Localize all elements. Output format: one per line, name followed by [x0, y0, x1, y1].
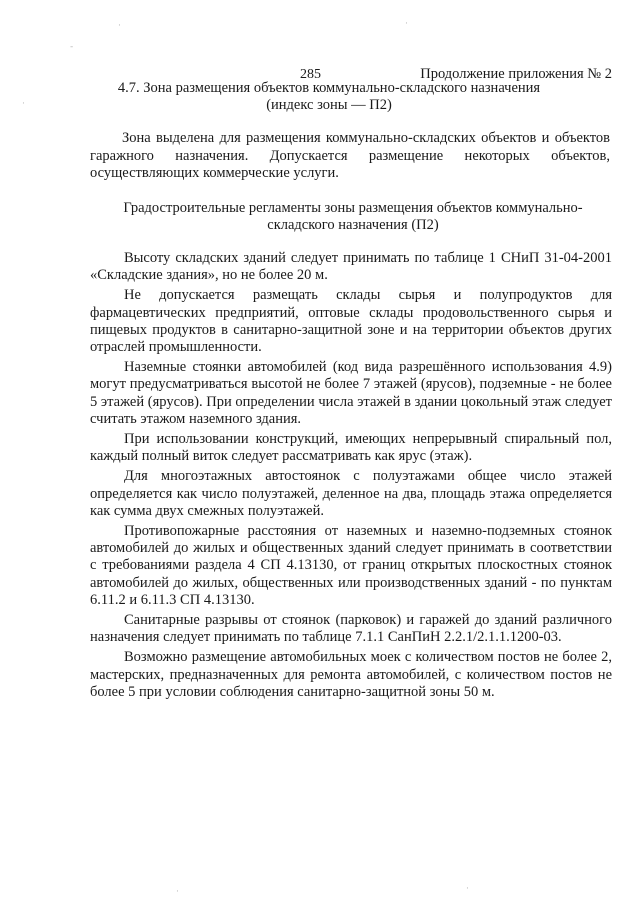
page-number: 285 [300, 67, 321, 82]
regulations-body [90, 250, 612, 704]
section-heading [80, 80, 578, 114]
paragraph-pharma-storage: Не допускается размещать склады сырья и полупродуктов для фармацевтических предприятий, оптовые склады продовольственного сырья и пищевых продуктов в санитарно-защитной зоне и на территории объектов других отраслей промышленности. [90, 287, 612, 356]
paragraph-sanitary-gaps: Санитарные разрывы от стоянок (парковок) и гаражей до зданий различного назначения следует принимать по таблице 7.1.1 СанПиН 2.2.1/2.1.1.1200-03. [90, 612, 612, 646]
paragraph-car-wash: Возможно размещение автомобильных моек с количеством постов не более 2, мастерских, предназначенных для ремонта автомобилей, с количеством постов не более 5 при условии соблюдения санитарно-защитной зоны 50 м. [90, 649, 612, 700]
section-heading-line-1: 4.7. Зона размещения объектов коммунально-складского назначения [117, 80, 541, 96]
paragraph-parking-floors: Наземные стоянки автомобилей (код вида разрешённого использования 4.9) могут предусматриваться высотой не более 7 этажей (ярусов), подземные - не более 5 этажей (ярусов). При определении числа этажей в здании цокольный этаж следует считать этажом наземного здания. [90, 359, 612, 427]
appendix-continuation-note: Продолжение приложения № 2 [420, 66, 612, 82]
regulations-title-line-1: Градостроительные регламенты зоны размещения объектов коммунально- [123, 200, 583, 216]
paragraph-half-floors: Для многоэтажных автостоянок с полуэтажами общее число этажей определяется как число полуэтажей, деленное на два, площадь этажа определяется как сумма двух смежных полуэтажей. [90, 468, 612, 519]
scan-dust-mark: · [176, 887, 179, 897]
scan-dust-mark: · [118, 21, 121, 31]
scan-dust-mark: · [466, 884, 469, 894]
intro-paragraph: Зона выделена для размещения коммунально-складских объектов и объектов гаражного назначения. Допускается размещение некоторых объектов, осуществляющих коммерческие услуги. [90, 130, 610, 181]
section-heading-line-2: (индекс зоны — П2) [266, 97, 392, 113]
regulations-title-line-2: складского назначения (П2) [267, 217, 439, 233]
scan-dust-mark: · [405, 19, 408, 29]
paragraph-spiral-floor: При использовании конструкций, имеющих непрерывный спиральный пол, каждый полный виток следует рассматривать как ярус (этаж). [90, 431, 612, 465]
scan-dust-mark: · [22, 99, 25, 109]
scan-dust-mark: - [70, 42, 74, 52]
regulations-title [96, 200, 610, 234]
paragraph-warehouse-height: Высоту складских зданий следует принимать по таблице 1 СНиП 31-04-2001 «Складские здания», но не более 20 м. [90, 250, 612, 284]
paragraph-fire-distances: Противопожарные расстояния от наземных и наземно-подземных стоянок автомобилей до жилых и общественных зданий следует принимать в соответствии с требованиями раздела 4 СП 4.13130, от границ открытых плоскостных стоянок автомобилей до жилых, общественных или производственных зданий - по пунктам 6.11.2 и 6.11.3 СП 4.13130. [90, 523, 612, 608]
